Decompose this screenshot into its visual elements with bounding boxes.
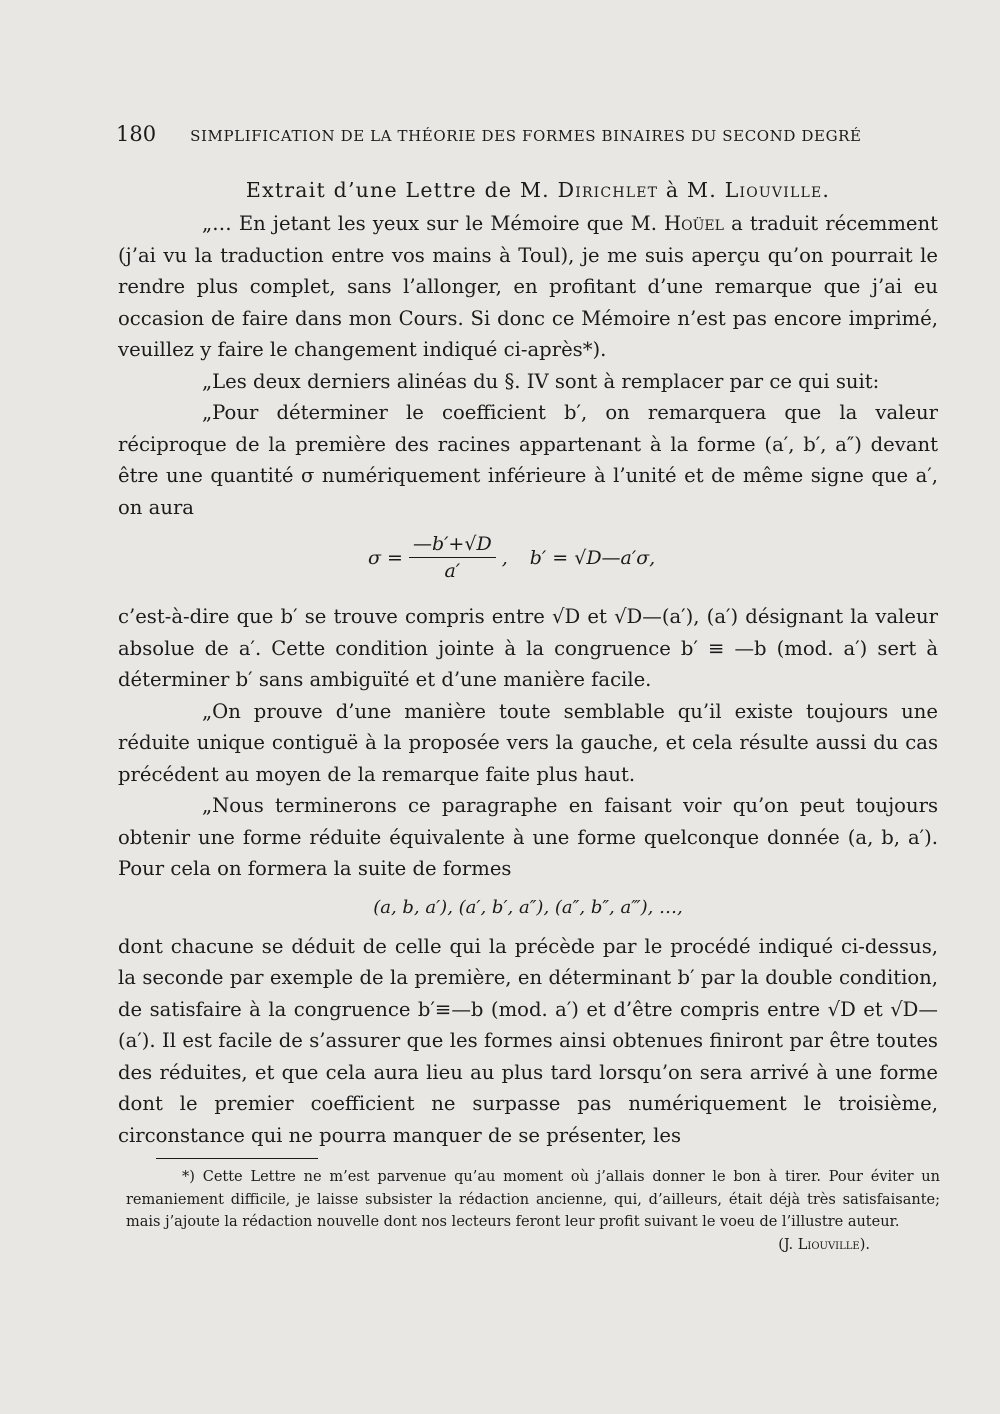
letter-title-mid: à M. — [665, 178, 717, 202]
footnote — [126, 1166, 940, 1256]
letter-title-prefix: Extrait d’une Lettre de M. — [245, 178, 550, 202]
footnote-text: *) Cette Lettre ne m’est parvenue qu’au moment où j’allais donner le bon à tirer. Pour éviter un remaniement difficile, je laisse subsister la rédaction ancienne, qui, d’ailleurs, était déjà très satisfaisante; mais j’ajoute la rédaction nouvelle dont nos lecteurs feront leur profit suivant le voeu de l’illustre auteur. — [126, 1169, 940, 1230]
paragraph-contiguous: „On prouve d’une manière toute semblable qu’il existe toujours une réduite unique contiguë à la proposée vers la gauche, et cela résulte aussi du cas précédent au moyen de la remarque faite plus haut. — [118, 699, 938, 786]
main-text — [118, 178, 938, 1151]
paragraph-intro-rest: a traduit récemment (j’ai vu la traduction entre vos mains à Toul), je me suis aperçu qu’on pourrait le rendre plus complet, sans l’allonger, en profitant d’une remarque que j’ai eu occasion de faire dans mon Cours. Si donc ce Mémoire n’est pas encore imprimé, veuillez y faire le changement indiqué ci-après*). — [118, 212, 938, 361]
letter-title — [118, 178, 938, 202]
formula-fraction — [409, 533, 496, 582]
translator-name: Hoüel — [664, 212, 724, 235]
paragraph-conclusion: dont chacune se déduit de celle qui la précède par le procédé indiqué ci-dessus, la seconde par exemple de la première, en déterminant b′ par la double condition, de satisfaire à la congruence b′≡—b (mod. a′) et d’être compris entre √D et √D—(a′). Il est facile de s’assurer que les formes ainsi obtenues finiront par être toutes des réduites, et que cela aura lieu au plus tard lorsqu’on sera arrivé à une forme dont le premier coefficient ne surpasse pas numériquement le troisième, circonstance qui ne pourra manquer de se présenter, les — [118, 934, 938, 1147]
signature-close: ). — [859, 1236, 870, 1253]
signature-name: Liouville — [797, 1236, 860, 1253]
paragraph-reduction: „Nous terminerons ce paragraphe en faisant voir qu’on peut toujours obtenir une forme réduite équivalente à une forme quelconque donnée (a, b, a′). Pour cela on formera la suite de formes — [118, 794, 938, 880]
formula-sigma-rhs: b′ = √D—a′σ, — [529, 546, 656, 569]
paragraph-intro-start: „… En jetant les yeux sur le Mémoire que M. — [202, 212, 657, 235]
formula-form-sequence: (a, b, a′), (a′, b′, a″), (a″, b″, a‴), …, — [373, 896, 683, 918]
page-header — [116, 122, 886, 146]
paragraph-condition: c’est-à-dire que b′ se trouve compris entre √D et √D—(a′), (a′) désignant la valeur absolue de a′. Cette condition jointe à la congruence b′ ≡ —b (mod. a′) sert à déterminer b′ sans ambiguïté et d’une manière facile. — [118, 605, 938, 691]
footnote-signature — [126, 1234, 940, 1256]
signature-open: (J. — [778, 1236, 794, 1253]
paragraph-instruction: „Les deux derniers alinéas du §. IV sont à remplacer par ce qui suit: — [202, 369, 880, 393]
formula-sigma-lhs: σ = — [368, 546, 403, 569]
letter-recipient-name: Liouville. — [724, 178, 831, 202]
paragraph-intro — [118, 208, 938, 366]
paragraph-coefficient: „Pour déterminer le coefficient b′, on remarquera que la valeur réciproque de la première des racines appartenant à la forme (a′, b′, a″) devant être une quantité σ numériquement inférieure à l’unité et de même signe que a′, on aura — [118, 401, 938, 519]
page-number: 180 — [116, 122, 157, 146]
formula-sigma — [118, 523, 938, 601]
footnote-divider — [156, 1158, 318, 1159]
formula-numerator: —b′+√D — [409, 533, 496, 558]
formula-separator: , — [501, 546, 508, 569]
letter-author-name: Dirichlet — [557, 178, 659, 202]
formula-denominator: a′ — [444, 560, 461, 582]
running-title: SIMPLIFICATION DE LA THÉORIE DES FORMES BINAIRES DU SECOND DEGRÉ — [190, 127, 862, 145]
